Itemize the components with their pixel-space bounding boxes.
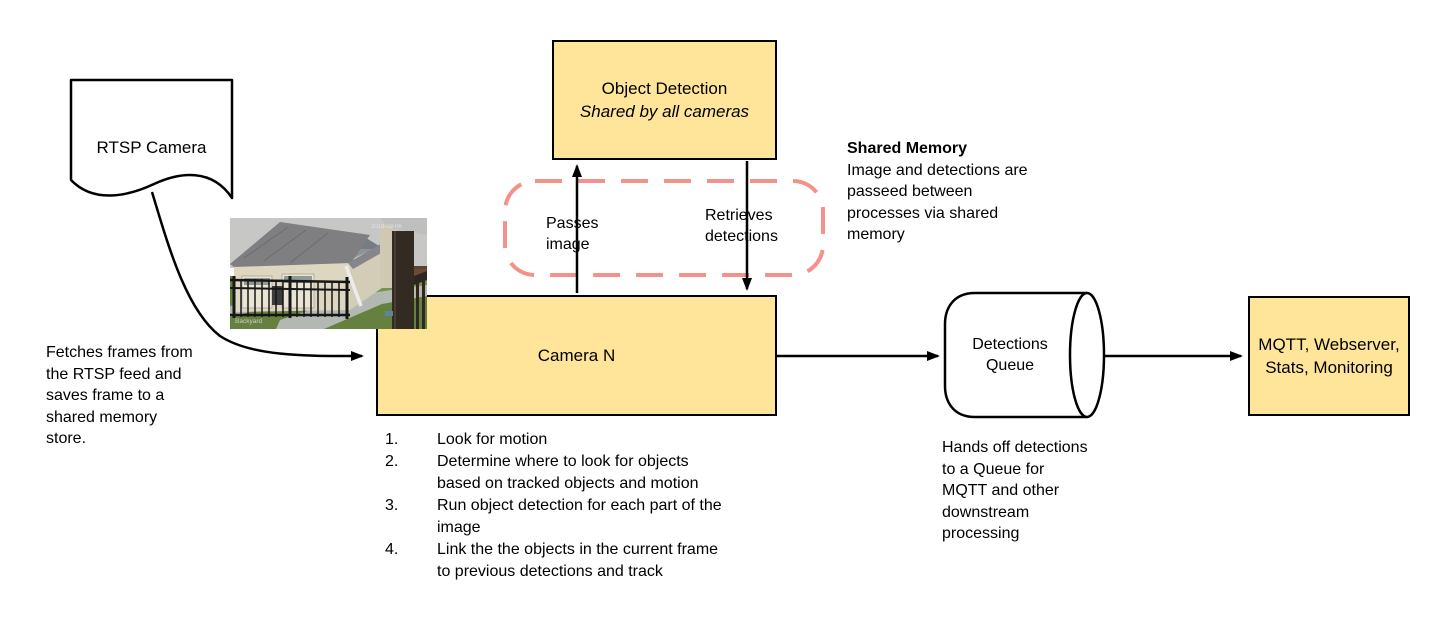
passes-image-edge-label: Passes image [546, 215, 599, 253]
node-label-line: Queue [985, 357, 1035, 374]
step-text: Look for motion [437, 431, 548, 448]
node-label-line: Stats, Monitoring [1265, 358, 1393, 377]
snapshot-timestamp: 2019-03-06 [371, 224, 402, 230]
camera-n-node [376, 295, 777, 416]
step-number: 4. [385, 541, 399, 558]
detections-queue-node-label [945, 293, 1075, 417]
node-label: Camera N [537, 346, 616, 365]
shared-memory-title: Shared Memory [847, 140, 968, 157]
node-label-line: MQTT, Webserver, [1258, 335, 1400, 354]
snapshot-fence [230, 276, 350, 319]
node-subtitle: Shared by all cameras [579, 102, 750, 121]
snapshot-camera-name: Backyard [235, 318, 263, 325]
camera-snapshot [230, 218, 427, 329]
camera-snapshot-image [230, 218, 427, 329]
node-label-line: Detections [972, 336, 1048, 353]
step-number: 3. [385, 497, 399, 514]
hands-off-annotation: Hands off detections to a Queue for MQTT and other downstream processing [942, 439, 1088, 542]
shared-memory-annotation: Shared Memory Image and detections are passeed between processes via shared memory [847, 140, 1028, 243]
node-title: Object Detection [601, 79, 728, 98]
node-label: RTSP Camera [96, 138, 207, 157]
step-text: Run object detection for each part of the image [437, 497, 722, 536]
step-number: 1. [385, 431, 399, 448]
step-text: Determine where to look for objects based on tracked objects and motion [437, 453, 699, 492]
step-number: 2. [385, 453, 399, 470]
object-detection-node [552, 40, 777, 160]
rtsp-camera-node-label [71, 80, 232, 158]
fetch-frames-annotation: Fetches frames from the RTSP feed and saves frame to a shared memory store. [46, 344, 193, 447]
step-text: Link the the objects in the current frame to previous detections and track [437, 541, 719, 580]
retrieves-detections-edge-label: Retrieves detections [705, 207, 778, 245]
outputs-node [1248, 296, 1410, 416]
